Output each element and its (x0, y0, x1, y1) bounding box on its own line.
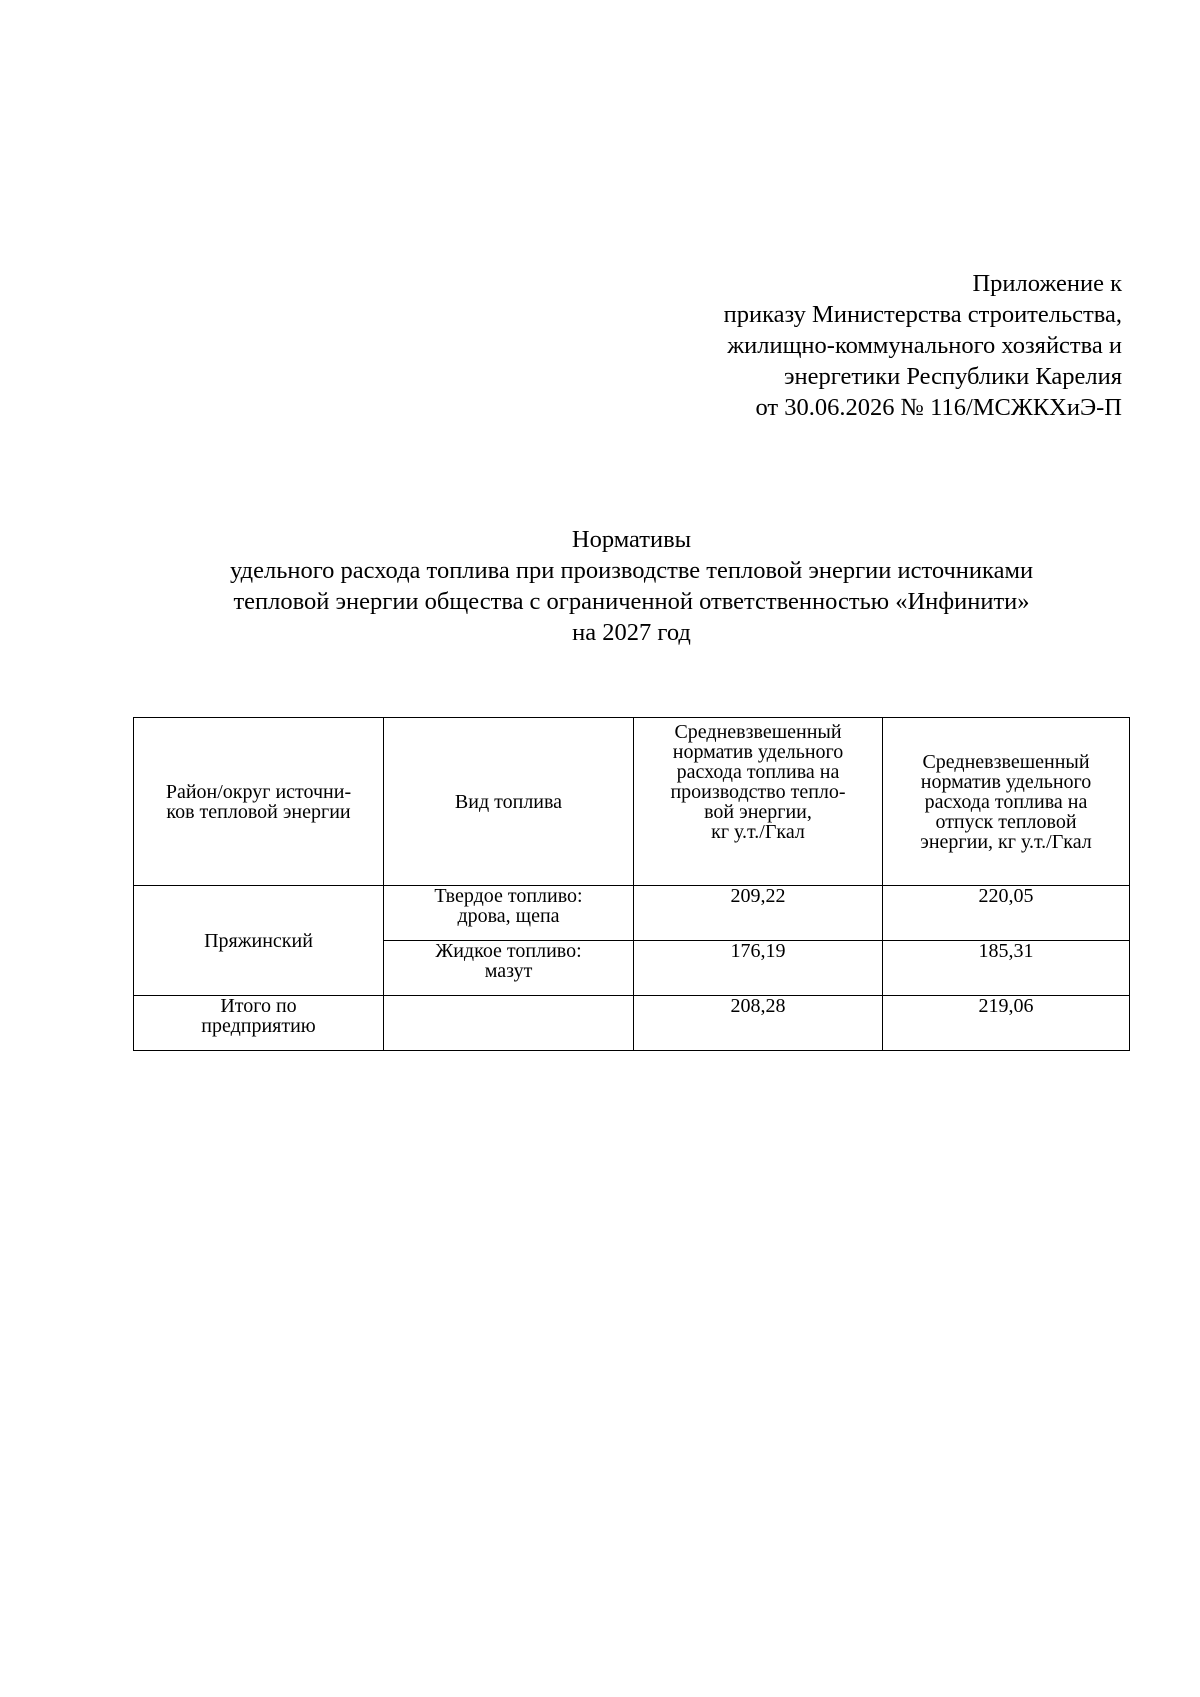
appendix-line: от 30.06.2026 № 116/МСЖКХиЭ-П (755, 394, 1122, 421)
table-header-row (134, 718, 1130, 886)
appendix-line: энергетики Республики Карелия (784, 363, 1122, 390)
title-line: на 2027 год (572, 619, 691, 646)
document-title (0, 524, 1200, 648)
header-supply-norm: Средневзвешенный норматив удельного расхода топлива на отпуск тепловой энергии, кг у.т./Гкал (883, 718, 1130, 886)
total-supply-value: 219,06 (883, 996, 1130, 1051)
fuel-cell: Жидкое топливо: мазут (384, 941, 634, 996)
table-total-row (134, 996, 1130, 1051)
header-production-norm: Средневзвешенный норматив удельного расхода топлива на производство тепло- вой энергии, кг у.т./Гкал (634, 718, 883, 886)
appendix-header (724, 268, 1122, 423)
appendix-line: приказу Министерства строительства, (723, 301, 1122, 328)
appendix-line: жилищно-коммунального хозяйства и (727, 332, 1122, 359)
total-fuel-cell (384, 996, 634, 1051)
district-cell: Пряжинский (134, 886, 384, 996)
header-fuel-type: Вид топлива (384, 718, 634, 886)
fuel-cell: Твердое топливо: дрова, щепа (384, 886, 634, 941)
norms-table (133, 717, 1130, 1051)
title-line: тепловой энергии общества с ограниченной ответственностью «Инфинити» (233, 588, 1030, 615)
supply-value: 185,31 (883, 941, 1130, 996)
production-value: 209,22 (634, 886, 883, 941)
title-line: удельного расхода топлива при производстве тепловой энергии источниками (229, 557, 1034, 584)
table-row (134, 886, 1130, 941)
header-district: Район/округ источни- ков тепловой энергии (134, 718, 384, 886)
supply-value: 220,05 (883, 886, 1130, 941)
production-value: 176,19 (634, 941, 883, 996)
appendix-line: Приложение к (972, 270, 1122, 297)
title-line: Нормативы (571, 526, 692, 553)
total-label-cell: Итого по предприятию (134, 996, 384, 1051)
total-production-value: 208,28 (634, 996, 883, 1051)
